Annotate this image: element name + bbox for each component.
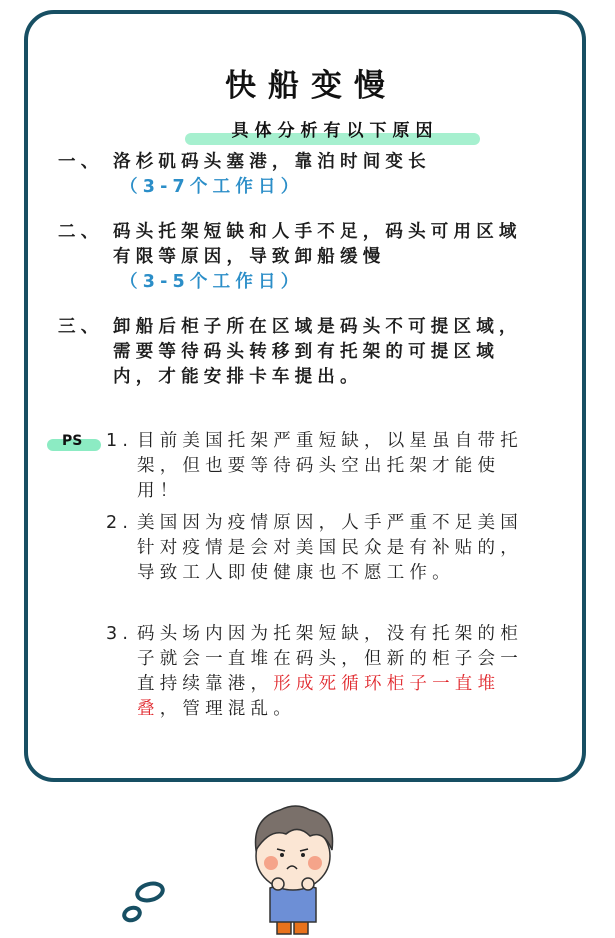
thought-bubbles-icon: [118, 880, 168, 930]
reason-number: 三、: [58, 317, 104, 337]
ps-badge: [47, 433, 101, 453]
ps-emphasis: 形成死循环柜子一直堆叠: [137, 674, 501, 719]
ps-item-2: [106, 511, 533, 586]
subtitle-block: [185, 114, 485, 148]
ps-number: 3.: [106, 624, 134, 644]
ps-number: 2.: [106, 513, 134, 533]
ps-item-1: [106, 429, 533, 504]
page-title: 快船变慢: [225, 68, 397, 104]
ps-label: PS: [62, 433, 83, 449]
reason-text: 洛杉矶码头塞港，靠泊时间变长: [113, 152, 431, 172]
reason-1: [58, 150, 533, 200]
ps-text: 美国因为疫情原因，人手严重不足美国针对疫情是会对美国民众是有补贴的，导致工人即使健康也不愿工作。: [137, 513, 523, 583]
reason-number: 二、: [58, 222, 104, 242]
subtitle: 具体分析有以下原因: [231, 121, 439, 141]
reason-number: 一、: [58, 152, 104, 172]
reason-note: （3-5个工作日）: [120, 272, 304, 292]
worried-boy-illustration-icon: [240, 800, 350, 938]
ps-text: 码头场内因为托架短缺，没有托架的柜子就会一直堆在码头，但新的柜子会一直持续靠港，: [137, 624, 523, 694]
reason-3: [58, 315, 533, 390]
reason-text: 码头托架短缺和人手不足，码头可用区域有限等原因，导致卸船缓慢: [113, 222, 522, 267]
ps-number: 1.: [106, 431, 134, 451]
reason-note: （3-7个工作日）: [120, 177, 304, 197]
reason-text: 卸船后柜子所在区域是码头不可提区域，需要等待码头转移到有托架的可提区域内，才能安排卡车提出。: [113, 317, 522, 387]
reason-2: [58, 220, 533, 295]
ps-text: 目前美国托架严重短缺，以星虽自带托架，但也要等待码头空出托架才能使用！: [137, 431, 523, 501]
ps-text-end: ，管理混乱。: [159, 699, 296, 719]
ps-item-3: [106, 622, 533, 722]
